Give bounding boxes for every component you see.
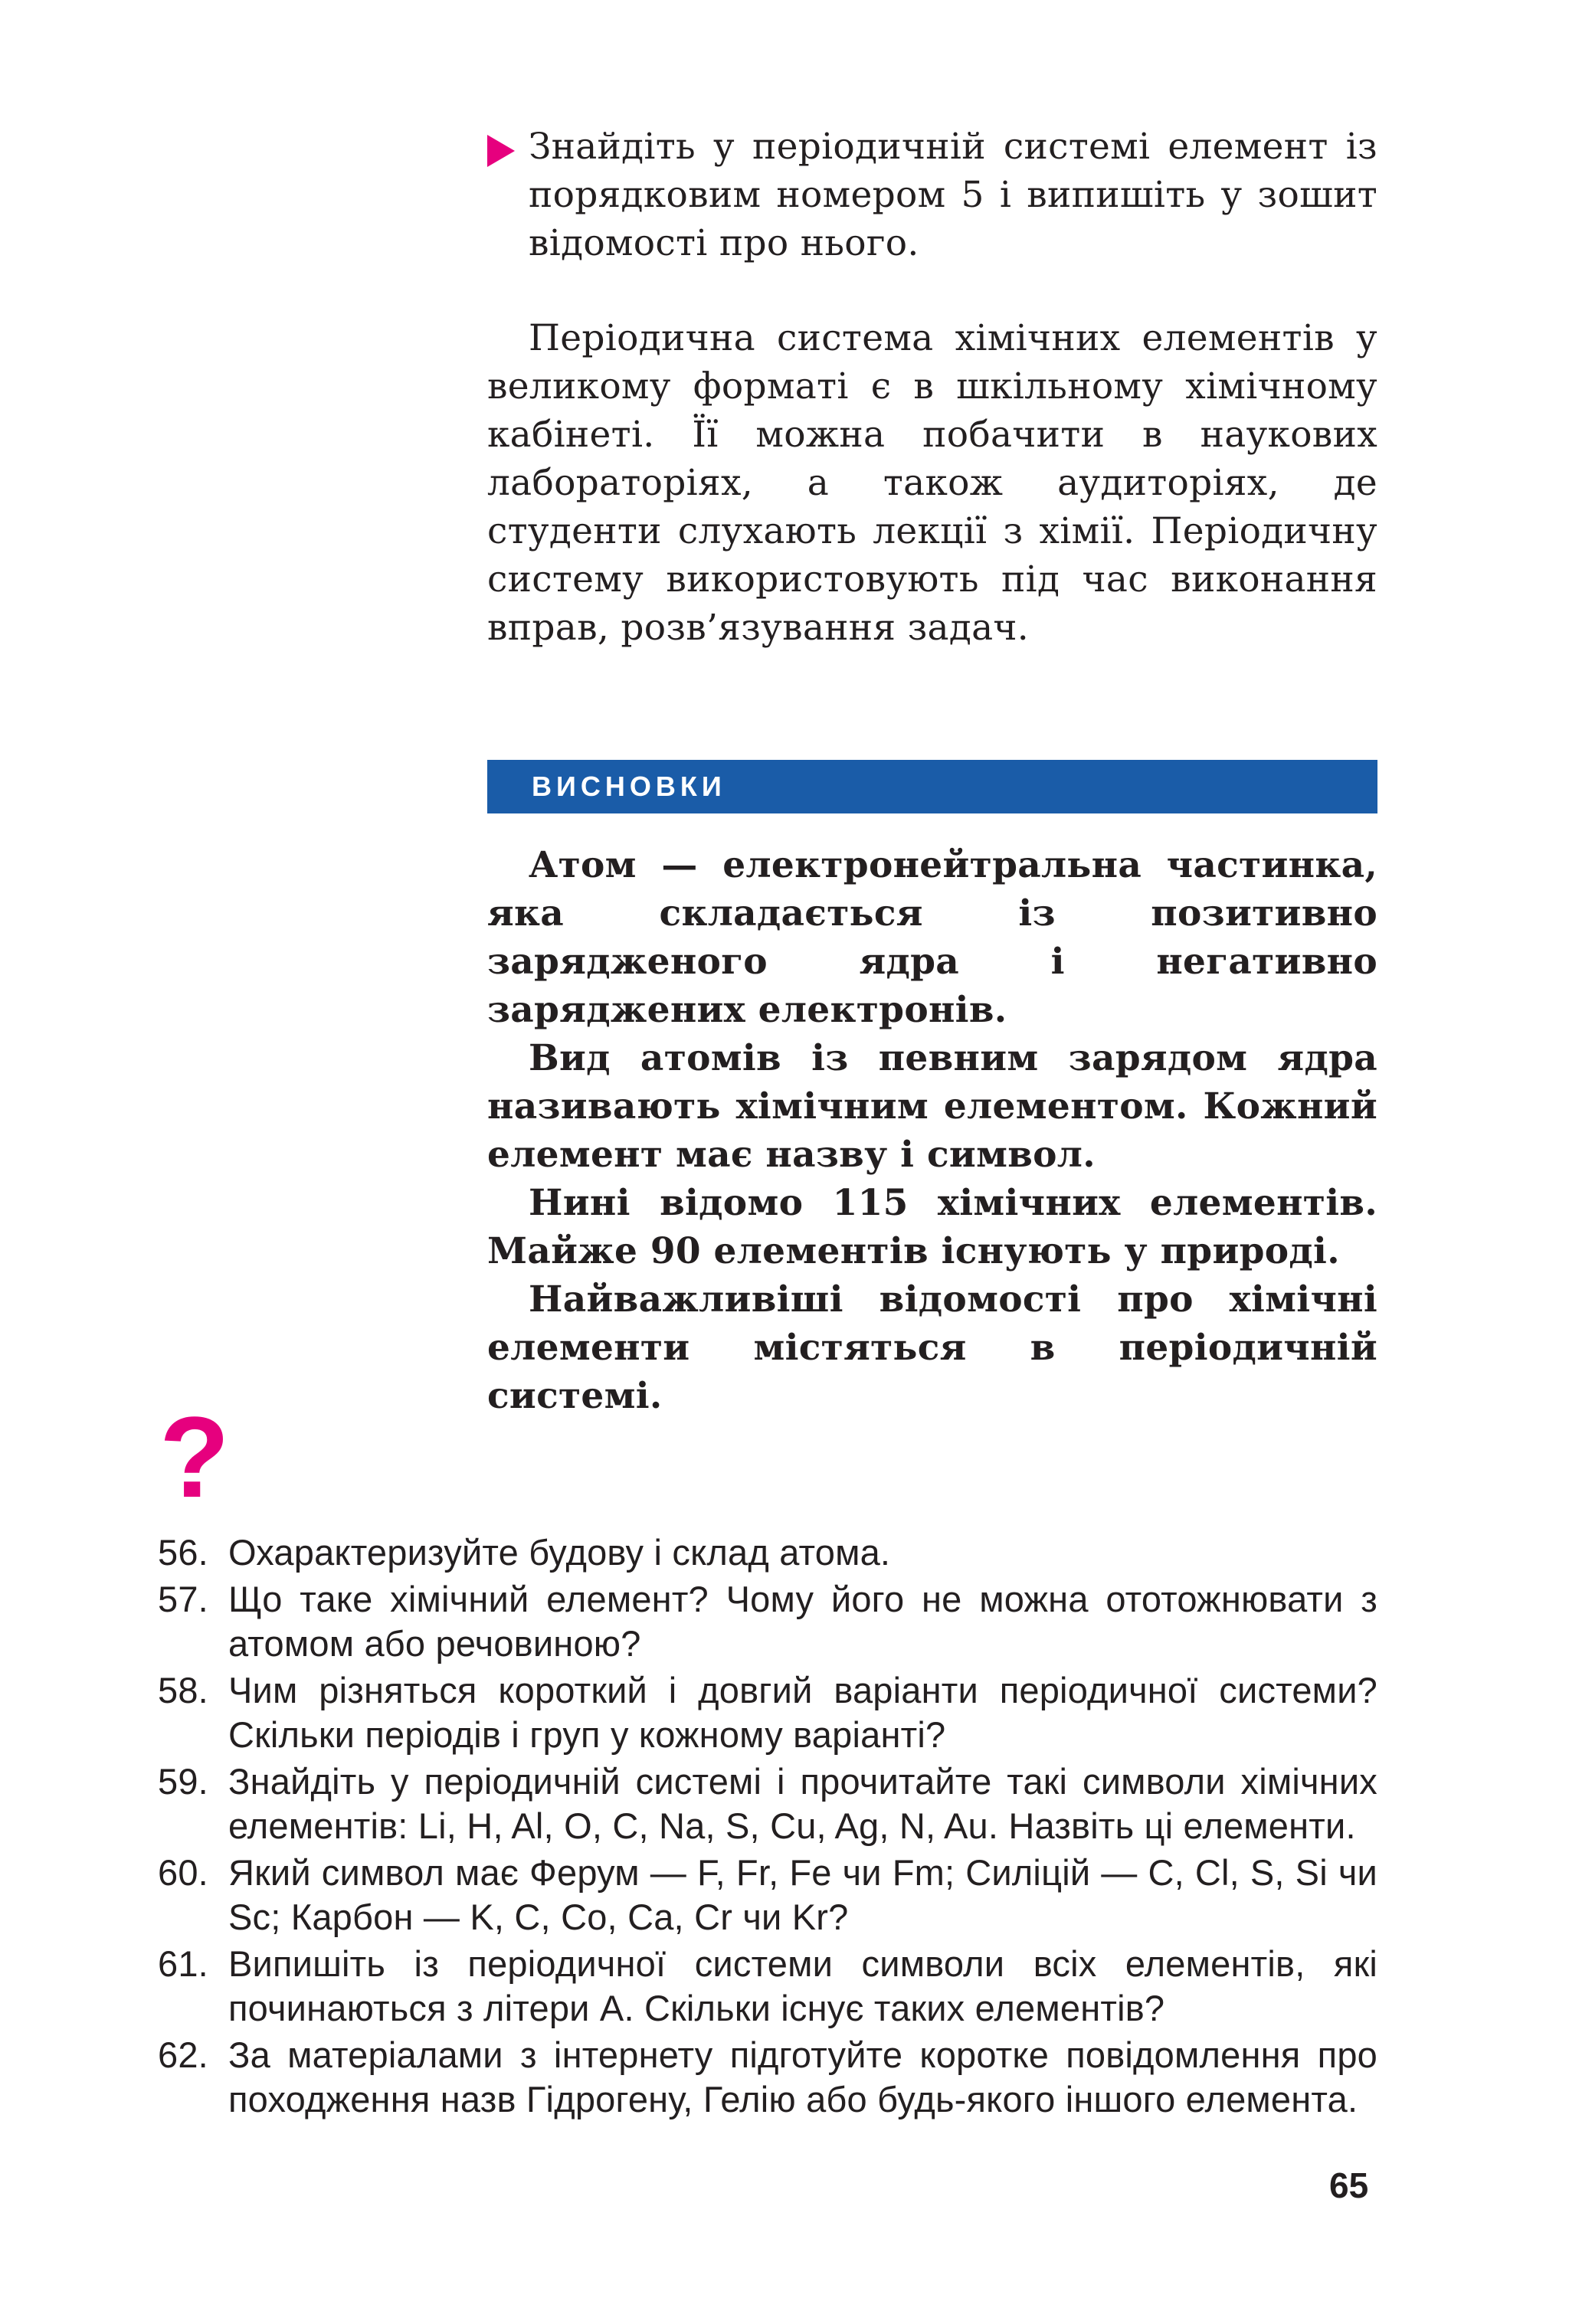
question-item <box>158 1942 1377 2031</box>
questions-list <box>158 1530 1377 2124</box>
conclusions-header <box>487 760 1377 813</box>
question-item <box>158 2033 1377 2122</box>
question-item <box>158 1851 1377 1939</box>
conclusion-item: Найважливіші відомості про хімічні елементи містяться в періодичній системі. <box>487 1278 1377 1417</box>
question-number: 57. <box>158 1579 208 1619</box>
question-text: Охарактеризуйте будову і склад атома. <box>228 1532 891 1573</box>
question-text: Що таке хімічний елемент? Чому його не можна ототожнювати з атомом або речовиною? <box>228 1579 1377 1664</box>
conclusion-item: Атом — електронейтральна частинка, яка складається із позитивно зарядженого ядра і негативно заряджених електронів. <box>487 844 1377 1031</box>
question-item <box>158 1668 1377 1757</box>
page-number: 65 <box>1329 2165 1369 2205</box>
question-number: 62. <box>158 2034 208 2075</box>
question-text: Чим різняться короткий і довгий варіанти періодичної системи? Скільки періодів і груп у кожному варіанті? <box>228 1670 1377 1755</box>
question-item <box>158 1577 1377 1666</box>
conclusions-title: ВИСНОВКИ <box>532 771 726 802</box>
question-item <box>158 1759 1377 1848</box>
task-text: Знайдіть у періодичній системі елемент із порядковим номером 5 і випишіть у зошит відомості про нього. <box>529 126 1377 264</box>
body-paragraph: Періодична система хімічних елементів у великому форматі є в шкільному хімічному кабінеті. Її можна побачити в наукових лабораторіях, а також аудиторіях, де студенти слухають лекції з хімії. Періодичну систему використовують під час виконання вправ, розв’язування задач. <box>487 317 1377 649</box>
question-mark-icon: ? <box>159 1393 230 1521</box>
conclusion-item: Нині відомо 115 хімічних елементів. Майже 90 елементів існують у природі. <box>487 1182 1377 1272</box>
question-number: 56. <box>158 1532 208 1573</box>
question-text: За матеріалами з інтернету підготуйте коротке повідомлення про походження назв Гідрогену, Гелію або будь-якого іншого елемента. <box>228 2034 1377 2119</box>
question-text: Випишіть із періодичної системи символи всіх елементів, які починаються з літери А. Скільки існує таких елементів? <box>228 1943 1377 2028</box>
question-text: Який символ має Ферум — F, Fr, Fe чи Fm; Силіцій — C, Cl, S, Si чи Sc; Карбон — K, C, Co, Ca, Cr чи Kr? <box>228 1852 1377 1937</box>
question-number: 59. <box>158 1761 208 1802</box>
question-text: Знайдіть у періодичній системі і прочитайте такі символи хімічних елементів: Li, H, Al, O, C, Na, S, Cu, Ag, N, Au. Назвіть ці елементи. <box>228 1761 1377 1846</box>
question-number: 60. <box>158 1852 208 1893</box>
question-item <box>158 1530 1377 1575</box>
question-number: 61. <box>158 1943 208 1984</box>
conclusions-body <box>487 841 1377 1420</box>
conclusion-item: Вид атомів із певним зарядом ядра називають хімічним елементом. Кожний елемент має назву і символ. <box>487 1037 1377 1176</box>
question-number: 58. <box>158 1670 208 1710</box>
task-arrow-icon <box>487 135 515 167</box>
